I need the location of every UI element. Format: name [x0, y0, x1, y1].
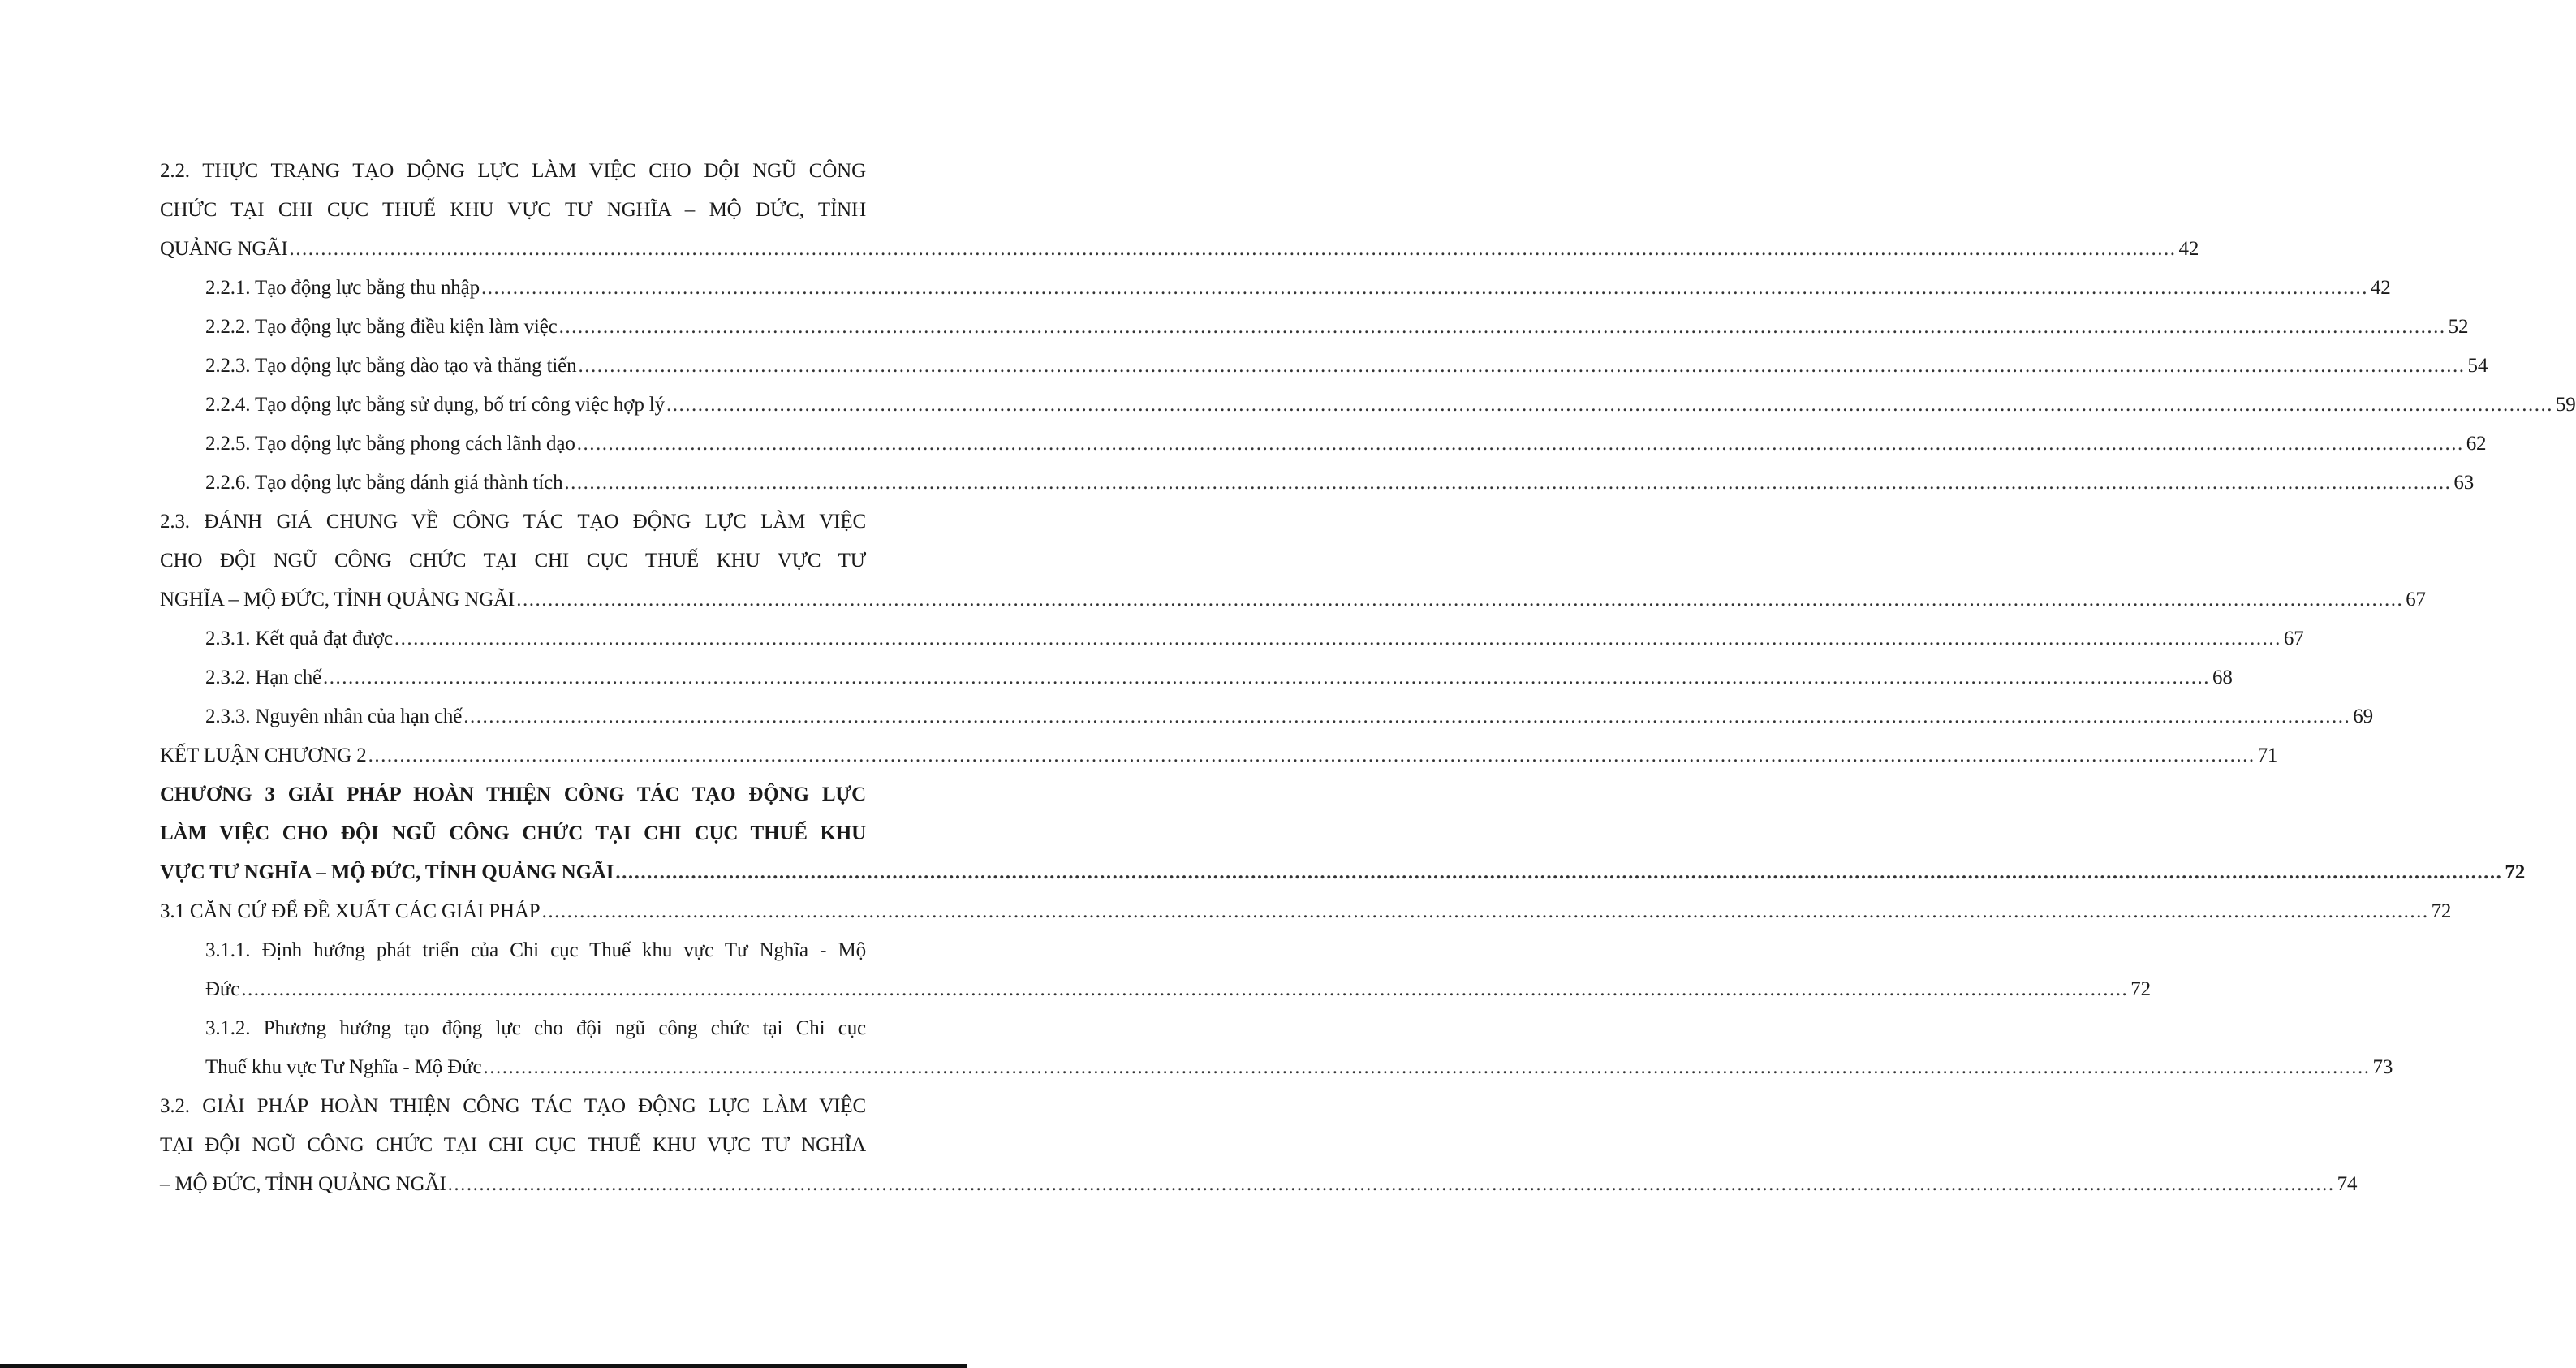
dot-leader: ............................................................................................................................................................................................................................................................................................................ [463, 706, 2351, 727]
toc-page-number: 72 [2130, 978, 2151, 1000]
toc-entry-title-line: Đức [205, 978, 240, 1000]
toc-entry-title-line: 2.3.2. Hạn chế [205, 667, 321, 688]
toc-entry-final-line [160, 697, 2373, 736]
toc-entry[interactable] [160, 736, 2278, 775]
toc-page-number: 59 [2555, 394, 2576, 416]
toc-entry-final-line [160, 230, 2199, 269]
toc-entry-title-line: 2.2.1. Tạo động lực bằng thu nhập [205, 277, 480, 299]
toc-entry-title-line: 3.1.1. Định hướng phát triển của Chi cục Thuế khu vực Tư Nghĩa - Mộ [205, 939, 866, 961]
toc-entry-final-line [160, 736, 2278, 775]
toc-entry-final-line [160, 619, 2304, 658]
toc-entry[interactable] [160, 931, 2151, 1009]
toc-entry-final-line [160, 386, 2576, 425]
toc-entry[interactable] [160, 658, 2233, 697]
toc-entry[interactable] [160, 503, 2426, 619]
toc-page-number: 42 [2370, 277, 2391, 299]
toc-entry-title-line: 2.2.4. Tạo động lực bằng sử dụng, bố trí công việc hợp lý [205, 394, 665, 416]
toc-entry-final-line [160, 580, 2426, 619]
toc-entry[interactable] [160, 425, 2487, 464]
toc-entry[interactable] [160, 1087, 2358, 1204]
toc-entry-title-line: 2.2.5. Tạo động lực bằng phong cách lãnh đạo [205, 433, 575, 455]
dot-leader: ............................................................................................................................................................................................................................................................................................................ [564, 472, 2452, 494]
toc-entry-title-line: 3.1.2. Phương hướng tạo động lực cho đội ngũ công chức tại Chi cục [205, 1017, 866, 1039]
toc-page-number: 69 [2353, 706, 2373, 727]
toc-page-number: 67 [2283, 628, 2304, 649]
toc-entry[interactable] [160, 1009, 2393, 1087]
toc-entry-final-line [160, 1165, 2358, 1204]
toc-entry-title-line: QUẢNG NGÃI [160, 238, 288, 260]
toc-entry-final-line [160, 892, 2452, 931]
toc-page-number: 71 [2257, 744, 2278, 766]
dot-leader: ............................................................................................................................................................................................................................................................................................................ [558, 316, 2446, 338]
toc-entry[interactable] [160, 269, 2391, 308]
dot-leader: ............................................................................................................................................................................................................................................................................................................ [447, 1173, 2335, 1195]
toc-entry-title-line: LÀM VIỆC CHO ĐỘI NGŨ CÔNG CHỨC TẠI CHI CỤC THUẾ KHU [160, 822, 866, 844]
toc-entry-title-line: VỰC TƯ NGHĨA – MỘ ĐỨC, TỈNH QUẢNG NGÃI [160, 861, 614, 883]
toc-entry-title-line: 2.2. THỰC TRẠNG TẠO ĐỘNG LỰC LÀM VIỆC CHO ĐỘI NGŨ CÔNG [160, 160, 866, 182]
dot-leader: ............................................................................................................................................................................................................................................................................................................ [289, 238, 2177, 260]
toc-page-number: 72 [2431, 900, 2452, 922]
dot-leader: ............................................................................................................................................................................................................................................................................................................ [241, 978, 2129, 1000]
toc-entry-final-line [160, 658, 2233, 697]
dot-leader: ............................................................................................................................................................................................................................................................................................................ [576, 433, 2464, 455]
toc-entry[interactable] [160, 619, 2304, 658]
table-of-contents [160, 152, 2576, 1204]
toc-entry-title-line: CHO ĐỘI NGŨ CÔNG CHỨC TẠI CHI CỤC THUẾ KHU VỰC TƯ [160, 550, 866, 572]
toc-entry-title-line: NGHĨA – MỘ ĐỨC, TỈNH QUẢNG NGÃI [160, 589, 515, 611]
toc-page-number: 72 [2505, 861, 2526, 883]
dot-leader: ............................................................................................................................................................................................................................................................................................................ [483, 1056, 2371, 1078]
toc-entry-title-line: CHỨC TẠI CHI CỤC THUẾ KHU VỰC TƯ NGHĨA – MỘ ĐỨC, TỈNH [160, 199, 866, 221]
toc-entry-final-line [160, 269, 2391, 308]
toc-entry[interactable] [160, 152, 2199, 269]
toc-entry-title-line: 3.2. GIẢI PHÁP HOÀN THIỆN CÔNG TÁC TẠO ĐỘNG LỰC LÀM VIỆC [160, 1095, 866, 1117]
toc-entry-final-line [160, 970, 2151, 1009]
page-bottom-edge [0, 1364, 967, 1368]
toc-entry[interactable] [160, 464, 2475, 503]
dot-leader: ............................................................................................................................................................................................................................................................................................................ [541, 900, 2429, 922]
toc-entry-final-line [160, 464, 2475, 503]
toc-page-number: 67 [2406, 589, 2426, 611]
toc-entry-title-line: – MỘ ĐỨC, TỈNH QUẢNG NGÃI [160, 1173, 446, 1195]
toc-entry-title-line: KẾT LUẬN CHƯƠNG 2 [160, 744, 367, 766]
toc-entry[interactable] [160, 892, 2452, 931]
toc-page-number: 52 [2448, 316, 2469, 338]
dot-leader: ............................................................................................................................................................................................................................................................................................................ [578, 355, 2466, 377]
toc-entry-final-line [160, 425, 2487, 464]
toc-entry-title-line: 2.2.3. Tạo động lực bằng đào tạo và thăng tiến [205, 355, 577, 377]
toc-entry[interactable] [160, 308, 2469, 347]
toc-entry-title-line: 2.3.3. Nguyên nhân của hạn chế [205, 706, 463, 727]
toc-entry[interactable] [160, 386, 2576, 425]
toc-entry-title-line: CHƯƠNG 3 GIẢI PHÁP HOÀN THIỆN CÔNG TÁC TẠO ĐỘNG LỰC [160, 783, 866, 805]
toc-page-number: 73 [2372, 1056, 2393, 1078]
toc-entry-final-line [160, 1048, 2393, 1087]
toc-entry-title-line: 2.3.1. Kết quả đạt được [205, 628, 393, 649]
toc-entry-final-line [160, 853, 2526, 892]
dot-leader: ............................................................................................................................................................................................................................................................................................................ [480, 277, 2368, 299]
toc-page-number: 74 [2337, 1173, 2358, 1195]
toc-page-number: 62 [2466, 433, 2487, 455]
toc-entry[interactable] [160, 775, 2526, 892]
toc-page-number: 68 [2212, 667, 2233, 688]
toc-page-number: 42 [2178, 238, 2199, 260]
toc-entry-title-line: 2.2.6. Tạo động lực bằng đánh giá thành tích [205, 472, 563, 494]
dot-leader: ............................................................................................................................................................................................................................................................................................................ [666, 394, 2553, 416]
dot-leader: ............................................................................................................................................................................................................................................................................................................ [368, 744, 2255, 766]
dot-leader: ............................................................................................................................................................................................................................................................................................................ [516, 589, 2404, 611]
toc-page-number: 63 [2453, 472, 2475, 494]
toc-page-number: 54 [2467, 355, 2488, 377]
toc-entry-title-line: 3.1 CĂN CỨ ĐỂ ĐỀ XUẤT CÁC GIẢI PHÁP [160, 900, 541, 922]
dot-leader: ............................................................................................................................................................................................................................................................................................................ [323, 667, 2210, 688]
toc-entry-title-line: 2.2.2. Tạo động lực bằng điều kiện làm việc [205, 316, 558, 338]
toc-entry-final-line [160, 308, 2469, 347]
toc-entry-title-line: 2.3. ĐÁNH GIÁ CHUNG VỀ CÔNG TÁC TẠO ĐỘNG LỰC LÀM VIỆC [160, 511, 866, 533]
toc-entry[interactable] [160, 347, 2488, 386]
toc-entry-final-line [160, 347, 2488, 386]
toc-entry-title-line: Thuế khu vực Tư Nghĩa - Mộ Đức [205, 1056, 482, 1078]
dot-leader: ............................................................................................................................................................................................................................................................................................................ [394, 628, 2281, 649]
toc-entry[interactable] [160, 697, 2373, 736]
toc-entry-title-line: TẠI ĐỘI NGŨ CÔNG CHỨC TẠI CHI CỤC THUẾ KHU VỰC TƯ NGHĨA [160, 1134, 866, 1156]
dot-leader: ............................................................................................................................................................................................................................................................................................................ [615, 861, 2503, 883]
